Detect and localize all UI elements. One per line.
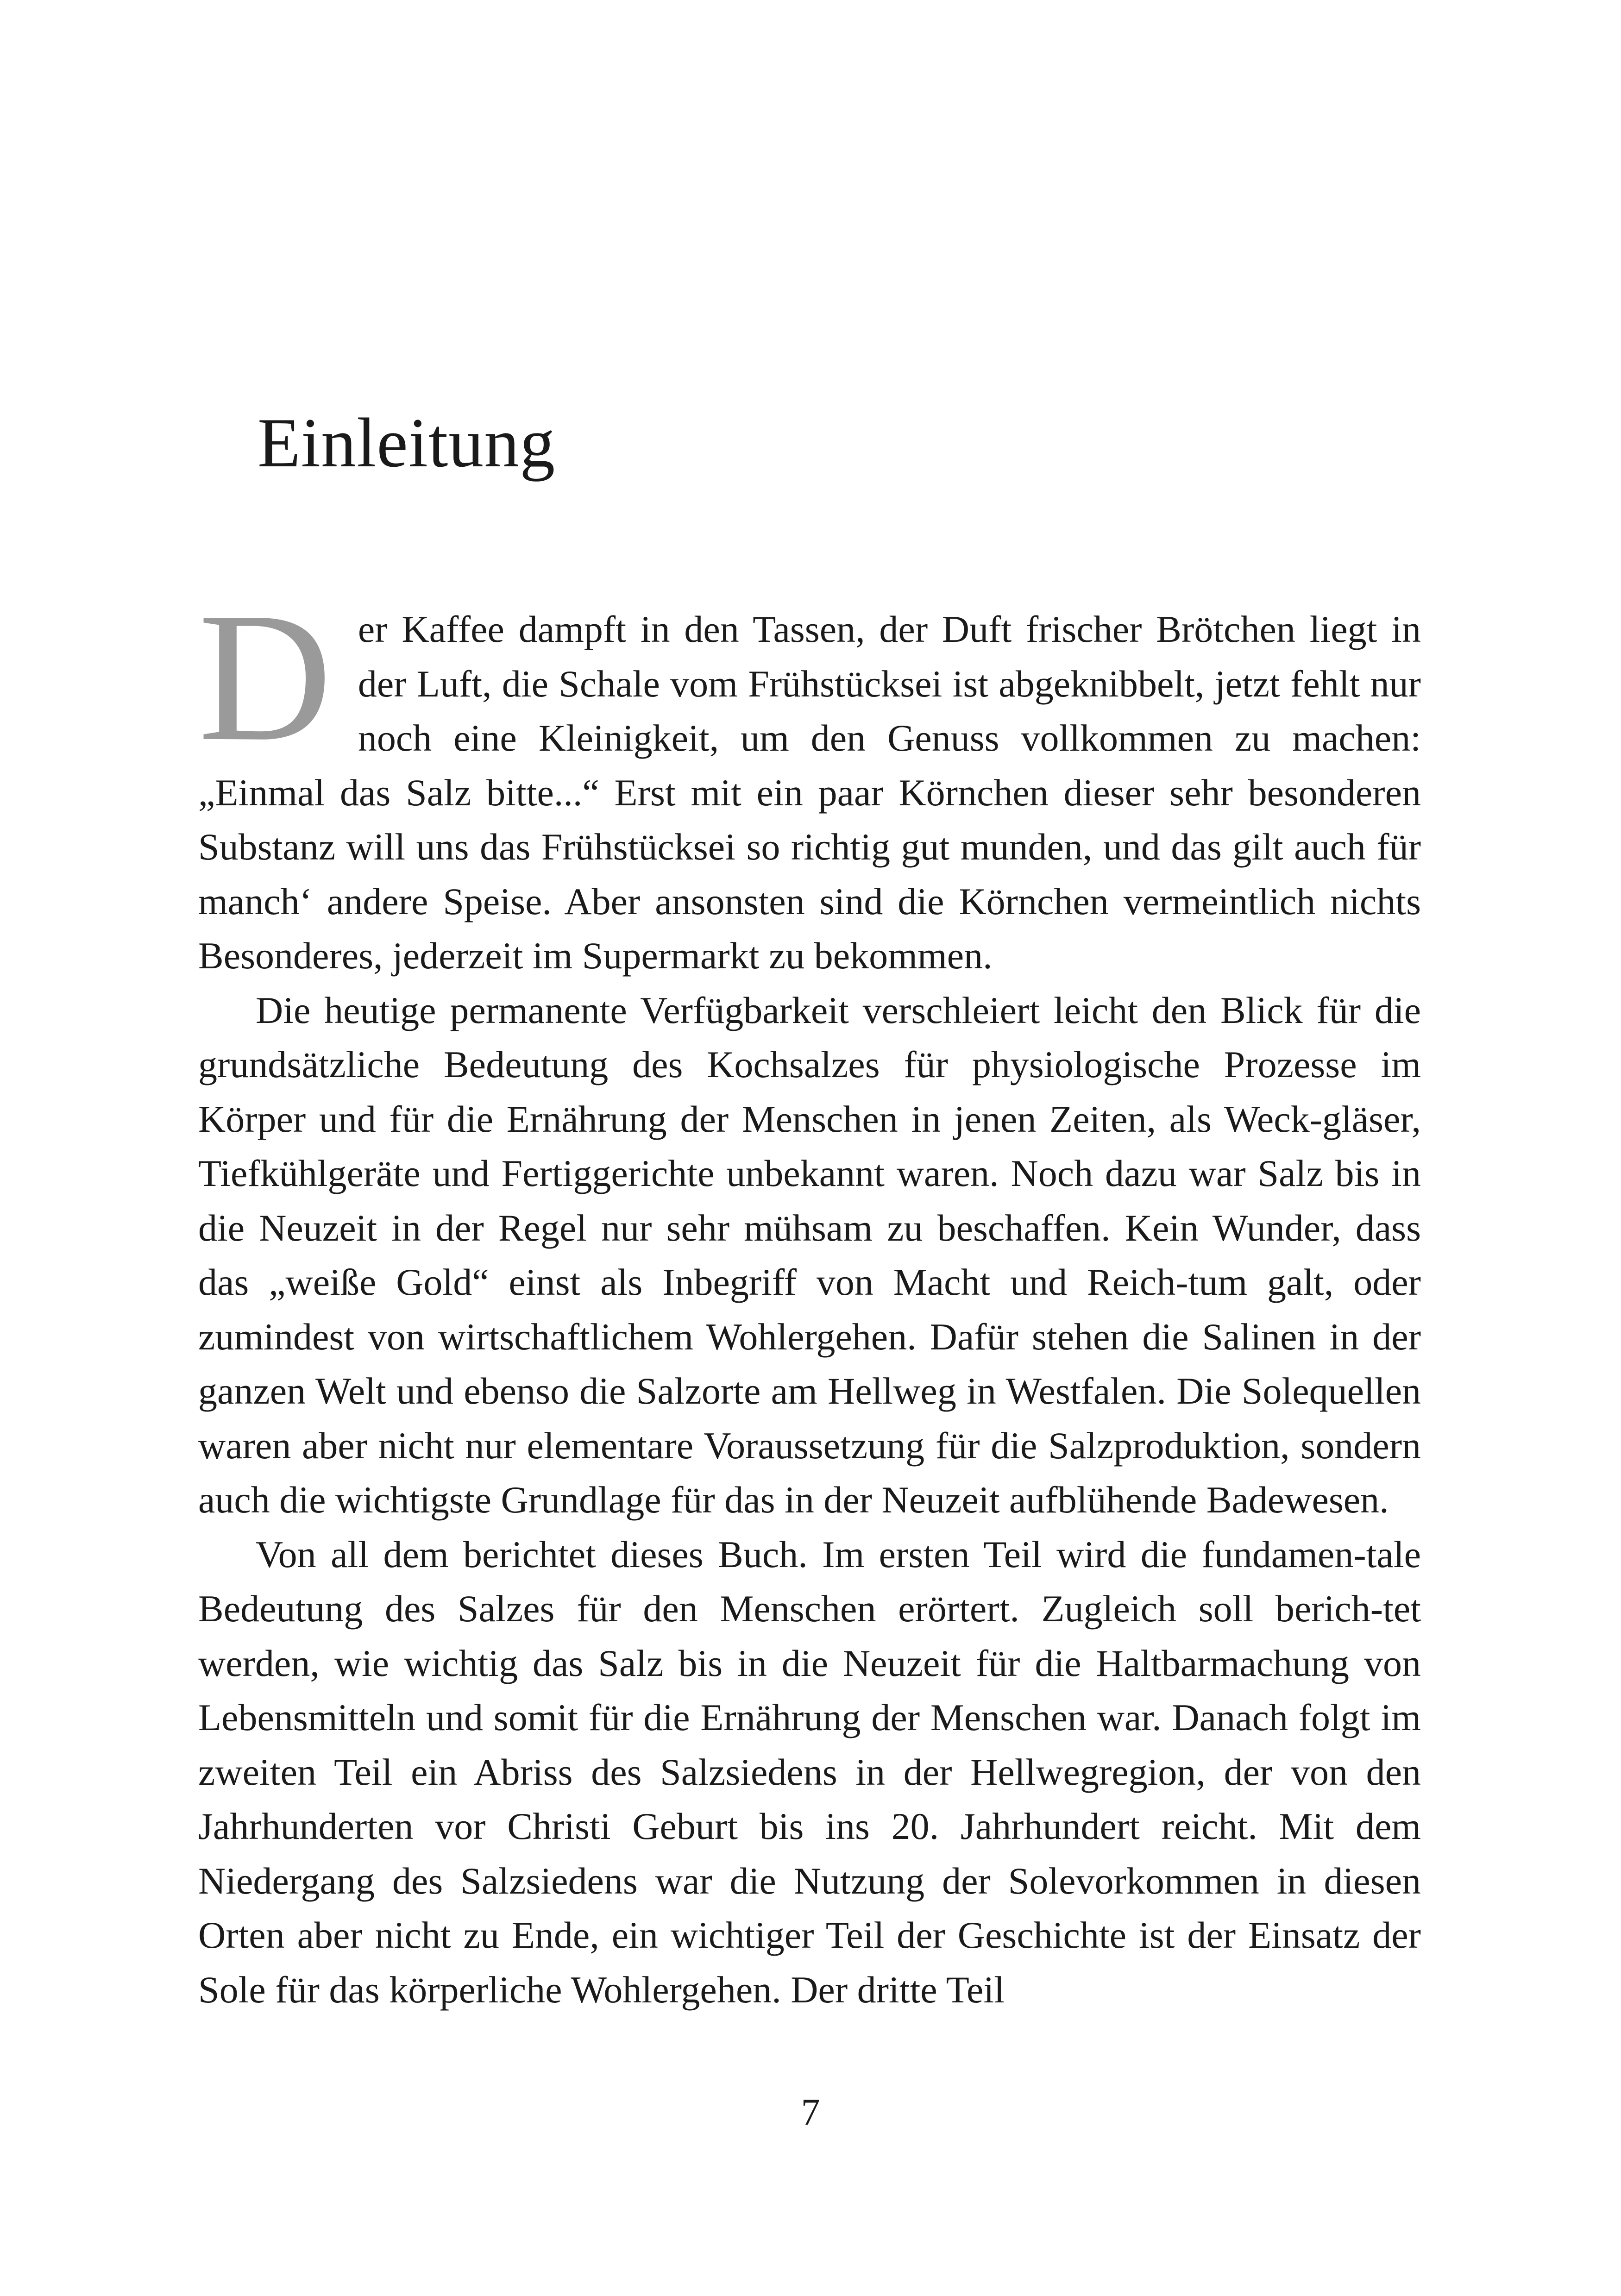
paragraph-1 [198, 574, 1421, 983]
page-number: 7 [801, 2091, 820, 2133]
chapter-body [198, 574, 1421, 2017]
chapter-title: Einleitung [258, 404, 556, 482]
paragraph-2: Die heutige permanente Verfügbarkeit verschleiert leicht den Blick für die grundsätzliche Bedeutung des Kochsalzes für physiologische Prozesse im Körper und für die Ernährung der Menschen in jenen Zeiten, als Weck-gläser, Tiefkühlgeräte und Fertiggerichte unbekannt waren. Noch dazu war Salz bis in die Neuzeit in der Regel nur sehr mühsam zu beschaffen. Kein Wunder, dass das „weiße Gold“ einst als Inbegriff von Macht und Reich-tum galt, oder zumindest von wirtschaftlichem Wohlergehen. Dafür stehen die Salinen in der ganzen Welt und ebenso die Salzorte am Hellweg in Westfalen. Die Solequellen waren aber nicht nur elementare Voraussetzung für die Salzproduktion, sondern auch die wichtigste Grundlage für das in der Neuzeit aufblühende Badewesen. [198, 989, 1421, 1521]
paragraph-1-text: er Kaffee dampft in den Tassen, der Duft frischer Brötchen liegt in der Luft, die Schale vom Frühstücksei ist abgeknibbelt, jetzt fehlt nur noch eine Kleinigkeit, um den Genuss vollkommen zu machen: „Einmal das Salz bitte...“ Erst mit ein paar Körnchen dieser sehr besonderen Substanz will uns das Frühstücksei so richtig gut munden, und das gilt auch für manch‘ andere Speise. Aber ansonsten sind die Körnchen vermeintlich nichts Besonderes, jederzeit im Supermarkt zu bekommen. [198, 608, 1421, 977]
drop-cap: D [198, 574, 332, 779]
paragraph-3: Von all dem berichtet dieses Buch. Im ersten Teil wird die fundamen-tale Bedeutung des Salzes für den Menschen erörtert. Zugleich soll berich-tet werden, wie wichtig das Salz bis in die Neuzeit für die Haltbarmachung von Lebensmitteln und somit für die Ernährung der Menschen war. Danach folgt im zweiten Teil ein Abriss des Salzsiedens in der Hellwegregion, der von den Jahrhunderten vor Christi Geburt bis ins 20. Jahrhundert reicht. Mit dem Niedergang des Salzsiedens war die Nutzung der Solevorkommen in diesen Orten aber nicht zu Ende, ein wichtiger Teil der Geschichte ist der Einsatz der Sole für das körperliche Wohlergehen. Der dritte Teil [198, 1533, 1421, 2011]
